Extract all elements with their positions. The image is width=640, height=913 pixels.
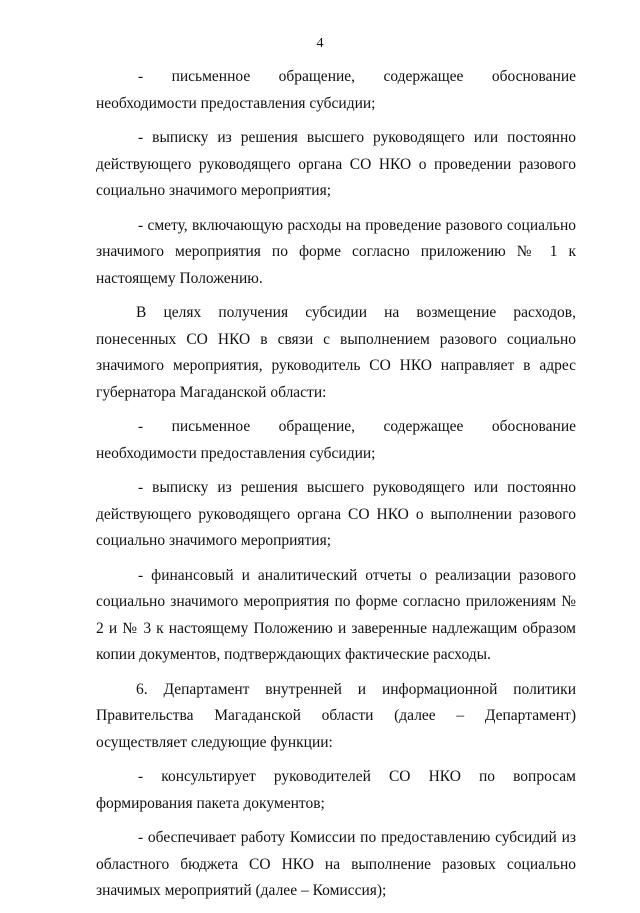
paragraph: В целях получения субсидии на возмещение расходов, понесенных СО НКО в связи с выполнением разового социально значимого мероприятия, руководитель СО НКО направляет в адрес губернатора Магаданской области: <box>96 304 576 401</box>
page-number: 4 <box>316 36 324 51</box>
document-body <box>96 64 576 913</box>
paragraph-list-item: - выписку из решения высшего руководящего или постоянно действующего руководящего органа СО НКО о проведении разового социально значимого мероприятия; <box>96 129 576 199</box>
paragraph-list-item: - обеспечивает работу Комиссии по предоставлению субсидий из областного бюджета СО НКО на выполнение разовых социально значимых мероприятий (далее – Комиссия); <box>96 829 576 899</box>
paragraph-list-item: - выписку из решения высшего руководящего или постоянно действующего руководящего органа СО НКО о выполнении разового социально значимого мероприятия; <box>96 479 576 549</box>
paragraph-list-item: - финансовый и аналитический отчеты о реализации разового социально значимого мероприятия по форме согласно приложениям № 2 и № 3 к настоящему Положению и заверенные надлежащим образом копии документов, подтверждающих фактические расходы. <box>96 566 576 663</box>
paragraph-list-item: - письменное обращение, содержащее обоснование необходимости предоставления субсидии; <box>96 68 576 112</box>
paragraph-list-item: - письменное обращение, содержащее обоснование необходимости предоставления субсидии; <box>96 418 576 462</box>
paragraph-numbered: 6. Департамент внутренней и информационной политики Правительства Магаданской области (далее – Департамент) осуществляет следующие функции: <box>96 680 576 751</box>
paragraph-list-item: - смету, включающую расходы на проведение разового социально значимого мероприятия по форме согласно приложению № 1 к настоящему Положению. <box>96 216 576 287</box>
paragraph-list-item: - консультирует руководителей СО НКО по вопросам формирования пакета документов; <box>96 768 576 812</box>
